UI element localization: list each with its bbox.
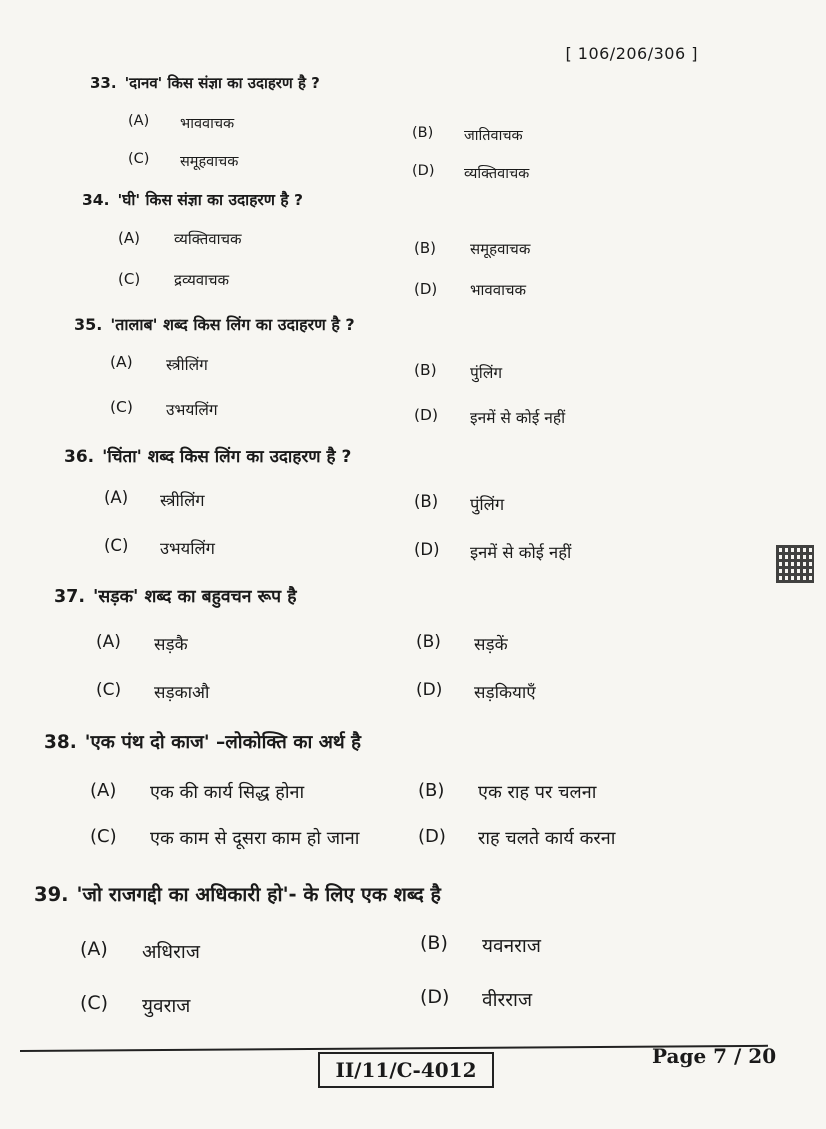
option-label: (D)	[414, 406, 439, 424]
option-text: सड़कियाएँ	[474, 683, 536, 703]
option-label: (B)	[414, 492, 439, 511]
option-b	[420, 932, 541, 958]
option-text: द्रव्यवाचक	[174, 271, 230, 289]
question-stem: 'एक पंथ दो काज' –लोकोक्ति का अर्थ है	[84, 732, 361, 753]
option-label: (B)	[412, 125, 434, 141]
option-label: (B)	[418, 780, 445, 801]
option-label: (B)	[416, 632, 441, 652]
option-label: (B)	[414, 239, 436, 257]
page-number: Page 7 / 20	[652, 1044, 777, 1068]
option-a	[104, 488, 205, 511]
option-b	[414, 239, 530, 259]
option-text: युवराज	[142, 995, 191, 1017]
question-stem: 'चिंता' शब्द किस लिंग का उदाहरण है ?	[102, 447, 352, 467]
option-label: (D)	[414, 540, 440, 559]
question-39-text	[34, 880, 441, 907]
option-label: (C)	[90, 826, 117, 847]
paper-code-ref: [ 106/206/306 ]	[565, 44, 698, 63]
option-text: व्यक्तिवाचक	[174, 230, 242, 248]
option-label: (C)	[104, 536, 129, 555]
option-text: सड़कें	[474, 635, 508, 655]
question-number: 36.	[64, 447, 95, 467]
option-b	[416, 632, 508, 655]
option-text: वीरराज	[482, 989, 533, 1011]
option-text: एक काम से दूसरा काम हो जाना	[150, 828, 360, 849]
option-d	[418, 826, 615, 850]
option-d	[412, 163, 529, 183]
option-label: (D)	[414, 280, 438, 298]
question-stem: 'तालाब' शब्द किस लिंग का उदाहरण है ?	[110, 315, 355, 334]
option-d	[414, 280, 526, 300]
option-label: (B)	[414, 361, 437, 379]
option-a	[96, 632, 188, 655]
option-label: (A)	[96, 632, 121, 652]
option-text: सड़कै	[154, 635, 188, 655]
question-38-text	[44, 729, 361, 754]
question-stem: 'घी' किस संज्ञा का उदाहरण है ?	[117, 191, 303, 209]
option-text: राह चलते कार्य करना	[478, 828, 616, 849]
option-text: एक की कार्य सिद्ध होना	[150, 782, 305, 803]
option-text: उभयलिंग	[166, 401, 218, 419]
option-label: (A)	[104, 488, 129, 507]
option-text: उभयलिंग	[160, 539, 215, 558]
option-text: समूहवाचक	[470, 240, 531, 258]
question-stem: 'सड़क' शब्द का बहुवचन रूप है	[93, 587, 297, 607]
option-text: इनमें से कोई नहीं	[470, 409, 566, 427]
qr-code	[776, 545, 814, 583]
option-text: सड़काऔ	[154, 683, 210, 703]
option-a	[128, 113, 234, 133]
option-label: (C)	[118, 270, 141, 288]
option-text: यवनराज	[482, 935, 541, 957]
question-number: 37.	[54, 587, 86, 607]
option-label: (A)	[80, 938, 108, 960]
option-label: (C)	[80, 992, 109, 1014]
question-number: 38.	[44, 732, 77, 753]
option-label: (A)	[128, 113, 150, 129]
option-text: स्त्रीलिंग	[166, 356, 208, 374]
option-d	[416, 680, 536, 703]
option-text: एक राह पर चलना	[478, 782, 597, 803]
question-34-text	[82, 188, 303, 210]
question-stem: 'जो राजगद्दी का अधिकारी हो'- के लिए एक शब्द है	[76, 883, 441, 906]
option-c	[128, 151, 238, 171]
option-label: (C)	[128, 151, 150, 167]
option-label: (C)	[110, 398, 133, 416]
option-text: समूहवाचक	[180, 154, 239, 170]
question-35-text	[74, 313, 355, 335]
option-text: जातिवाचक	[464, 128, 523, 144]
option-label: (A)	[118, 229, 140, 247]
option-text: भाववाचक	[180, 116, 235, 132]
option-label: (C)	[96, 680, 122, 700]
option-text: स्त्रीलिंग	[160, 491, 205, 510]
option-a	[110, 353, 208, 375]
question-number: 34.	[82, 191, 110, 209]
option-text: भाववाचक	[470, 281, 527, 299]
option-text: अधिराज	[142, 941, 200, 963]
option-label: (A)	[90, 780, 117, 801]
question-37-text	[54, 584, 297, 608]
option-text: पुंलिंग	[470, 364, 503, 382]
option-a	[90, 780, 304, 804]
option-label: (B)	[420, 932, 448, 954]
question-stem: 'दानव' किस संज्ञा का उदाहरण है ?	[124, 74, 320, 92]
question-number: 35.	[74, 315, 103, 334]
option-c	[80, 992, 190, 1018]
option-c	[104, 536, 215, 559]
question-number: 33.	[90, 74, 117, 92]
option-a	[118, 229, 242, 249]
option-c	[96, 680, 209, 703]
option-b	[414, 492, 504, 515]
paper-code-box: II/11/C-4012	[318, 1052, 494, 1088]
question-36-text	[64, 444, 351, 467]
option-c	[110, 398, 218, 420]
option-b	[414, 361, 502, 383]
option-label: (D)	[418, 826, 446, 847]
option-d	[414, 540, 571, 563]
option-b	[418, 780, 596, 804]
question-33-text	[90, 73, 320, 93]
option-b	[412, 125, 523, 145]
option-c	[118, 270, 229, 290]
option-text: इनमें से कोई नहीं	[470, 543, 572, 562]
option-d	[414, 406, 565, 428]
option-label: (D)	[412, 163, 435, 179]
option-text: व्यक्तिवाचक	[464, 166, 530, 182]
question-number: 39.	[34, 883, 69, 906]
option-text: पुंलिंग	[470, 495, 505, 514]
option-a	[80, 938, 200, 964]
option-label: (D)	[416, 680, 443, 700]
option-d	[420, 986, 532, 1012]
option-c	[90, 826, 359, 850]
option-label: (D)	[420, 986, 450, 1008]
option-label: (A)	[110, 353, 133, 371]
